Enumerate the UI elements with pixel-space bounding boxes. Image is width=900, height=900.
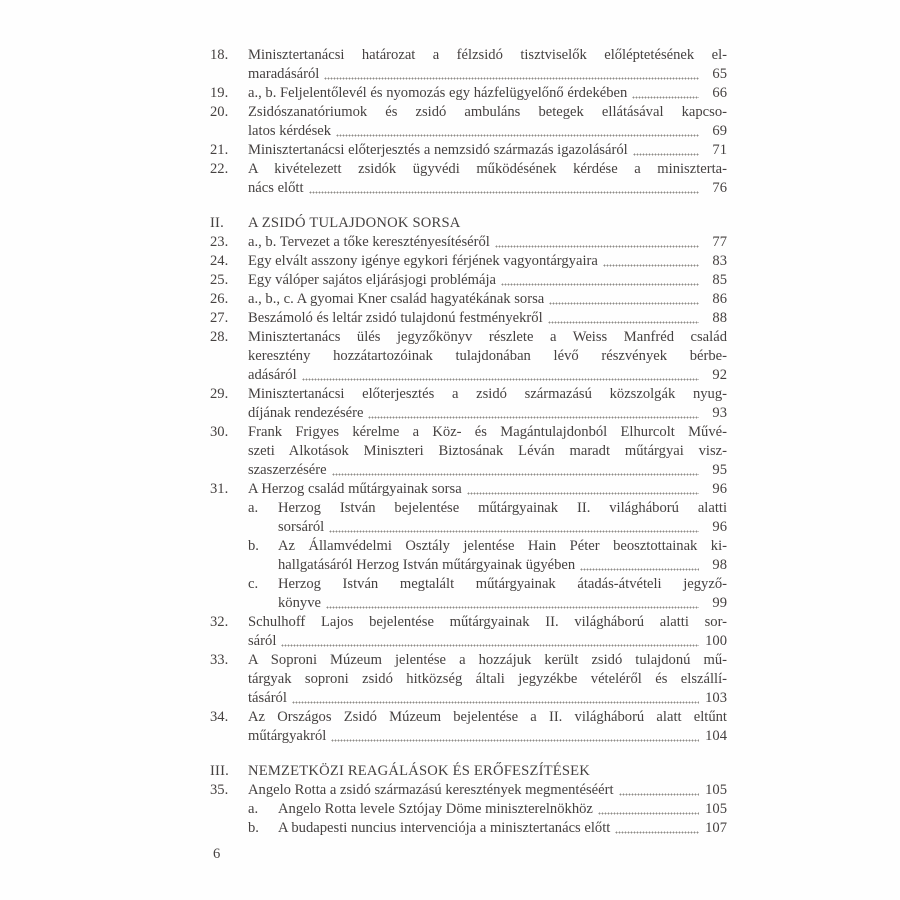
toc-entry-body — [248, 708, 727, 746]
toc-entry-body — [248, 385, 727, 423]
toc-entry — [210, 423, 727, 480]
toc-entry-lastline — [248, 271, 727, 290]
dot-leader — [309, 179, 699, 198]
toc-entry — [210, 480, 727, 499]
toc-entry-lastline — [248, 309, 727, 328]
dot-leader — [580, 556, 699, 575]
toc-entry-text: sorsáról — [278, 519, 325, 535]
toc-entry — [210, 651, 727, 708]
dot-leader — [336, 122, 699, 141]
toc-entry-text: könyve — [278, 595, 321, 611]
toc-entry-body — [278, 819, 727, 838]
toc-section-title: A ZSIDÓ TULAJDONOK SORSA — [248, 215, 461, 231]
toc-page-number: 93 — [712, 405, 727, 421]
toc-entry-body — [278, 800, 727, 819]
toc-entry — [210, 290, 727, 309]
toc-entry-body — [248, 84, 727, 103]
toc-entry-lastline — [248, 689, 727, 708]
toc-entry-text: nács előtt — [248, 180, 304, 196]
toc-entry — [210, 328, 727, 385]
toc-entry-body — [278, 499, 727, 537]
toc-entry-line: A Soproni Múzeum jelentése a hozzájuk került zsidó tulajdonú mű- — [248, 652, 727, 668]
toc-entry-body — [248, 46, 727, 84]
dot-leader — [302, 366, 699, 385]
toc-entry-text: szaszerzésére — [248, 462, 327, 478]
toc-entry-line: Schulhoff Lajos bejelentése műtárgyainak II. világháború alatti sor- — [248, 614, 727, 630]
toc-entry-lastline — [248, 366, 727, 385]
toc-entry-line: A kivételezett zsidók ügyvédi működésének kérdése a miniszterta- — [248, 161, 727, 177]
toc-section-numeral: III. — [210, 763, 230, 779]
toc-entry-body — [248, 781, 727, 800]
toc-entry-lastline — [248, 141, 727, 160]
toc-entry-body — [278, 537, 727, 575]
toc-entry-text: Egy válóper sajátos eljárásjogi problémája — [248, 272, 497, 288]
toc-entry — [210, 252, 727, 271]
toc-entry-body — [248, 613, 727, 651]
toc-entry-number: 27. — [210, 310, 229, 326]
toc-page-number: 66 — [712, 85, 727, 101]
toc-page-number: 69 — [712, 123, 727, 139]
toc-entry-body — [278, 575, 727, 613]
toc-entry-line: szeti Alkotások Miniszteri Biztosának Léván maradt műtárgyai visz- — [248, 443, 727, 459]
toc-entry-body — [248, 651, 727, 708]
table-of-contents — [210, 46, 727, 838]
toc-entry-lastline — [248, 404, 727, 423]
toc-page-number: 86 — [712, 291, 727, 307]
toc-entry — [210, 160, 727, 198]
toc-entry-lastline — [248, 252, 727, 271]
dot-leader — [467, 480, 699, 499]
toc-entry-text: Angelo Rotta levele Sztójay Döme miniszterelnökhöz — [278, 801, 593, 817]
toc-entry-text: Minisztertanácsi előterjesztés a nemzsidó származás igazolásáról — [248, 142, 628, 158]
toc-entry-body — [248, 252, 727, 271]
dot-leader — [603, 252, 699, 271]
toc-entry-lastline — [248, 233, 727, 252]
toc-entry-body — [248, 271, 727, 290]
toc-entry-body — [248, 233, 727, 252]
dot-leader — [292, 689, 699, 708]
dot-leader — [619, 781, 699, 800]
toc-entry-line: Az Államvédelmi Osztály jelentése Hain Péter beosztottainak ki- — [278, 538, 727, 554]
toc-entry-line: Zsidószanatóriumok és zsidó ambuláns betegek ellátásával kapcso- — [248, 104, 727, 120]
toc-entry-number: 28. — [210, 329, 229, 345]
toc-entry — [210, 84, 727, 103]
toc-entry-text: Beszámoló és leltár zsidó tulajdonú festményekről — [248, 310, 543, 326]
toc-entry-body — [248, 141, 727, 160]
toc-entry-line: Herzog István bejelentése műtárgyainak II. világháború alatti — [278, 500, 727, 516]
toc-entry-text: adásáról — [248, 367, 297, 383]
toc-page-number: 76 — [712, 180, 727, 196]
toc-entry-number: 18. — [210, 47, 229, 63]
toc-entry — [210, 708, 727, 746]
toc-entry-lastline — [278, 819, 727, 838]
toc-entry-body — [248, 328, 727, 385]
toc-entry-lastline — [248, 290, 727, 309]
toc-entry-line: Minisztertanácsi előterjesztés a zsidó származású közszolgák nyug- — [248, 386, 727, 402]
toc-entry-lastline — [248, 480, 727, 499]
toc-entry-number: 29. — [210, 386, 229, 402]
toc-entry — [210, 613, 727, 651]
toc-entry-number: 22. — [210, 161, 229, 177]
toc-page-number: 95 — [712, 462, 727, 478]
toc-entry-line: keresztény hozzátartozóinak tulajdonában lévő részvények bérbe- — [248, 348, 727, 364]
toc-page-number: 98 — [712, 557, 727, 573]
toc-entry-number: a. — [248, 500, 259, 516]
toc-entry-number: 35. — [210, 782, 229, 798]
toc-entry — [210, 309, 727, 328]
toc-page-number: 65 — [712, 66, 727, 82]
toc-page-number: 85 — [712, 272, 727, 288]
toc-entry-number: c. — [248, 576, 259, 592]
toc-entry-number: b. — [248, 820, 259, 836]
toc-entry-lastline — [248, 461, 727, 480]
dot-leader — [368, 404, 699, 423]
toc-entry-text: hallgatásáról Herzog István műtárgyainak ügyében — [278, 557, 576, 573]
toc-entry — [248, 819, 727, 838]
toc-entry-body — [248, 480, 727, 499]
toc-entry-text: a., b., c. A gyomai Kner család hagyatékának sorsa — [248, 291, 545, 307]
toc-entry-number: a. — [248, 801, 259, 817]
toc-entry — [210, 103, 727, 141]
toc-entry-body — [248, 309, 727, 328]
toc-entry-text: Angelo Rotta a zsidó származású keresztények megmentéséért — [248, 782, 614, 798]
dot-leader — [495, 233, 699, 252]
toc-entry — [248, 800, 727, 819]
toc-entry-number: 21. — [210, 142, 229, 158]
toc-entry-text: maradásáról — [248, 66, 320, 82]
toc-page-number: 107 — [705, 820, 727, 836]
toc-entry-lastline — [248, 179, 727, 198]
toc-entry — [210, 46, 727, 84]
dot-leader — [324, 65, 699, 84]
dot-leader — [281, 632, 699, 651]
toc-entry-number: 30. — [210, 424, 229, 440]
toc-entry-lastline — [248, 727, 727, 746]
dot-leader — [632, 84, 699, 103]
toc-page-number: 105 — [705, 782, 727, 798]
toc-entry-lastline — [248, 122, 727, 141]
toc-page-number: 99 — [712, 595, 727, 611]
toc-entry-text: műtárgyakról — [248, 728, 327, 744]
dot-leader — [598, 800, 699, 819]
toc-entry — [210, 233, 727, 252]
toc-entry-number: b. — [248, 538, 259, 554]
toc-entry-body — [248, 103, 727, 141]
toc-entry — [248, 499, 727, 537]
toc-entry-text: tásáról — [248, 690, 287, 706]
dot-leader — [548, 309, 699, 328]
toc-page-number: 92 — [712, 367, 727, 383]
toc-entry-lastline — [278, 556, 727, 575]
toc-entry-text: a., b. Feljelentőlevél és nyomozás egy házfelügyelőnő érdekében — [248, 85, 628, 101]
toc-page-number: 83 — [712, 253, 727, 269]
toc-page-number: 103 — [705, 690, 727, 706]
toc-entry — [210, 385, 727, 423]
toc-entry-lastline — [248, 84, 727, 103]
toc-entry-number: 24. — [210, 253, 229, 269]
toc-entry-text: A budapesti nuncius intervenciója a minisztertanács előtt — [278, 820, 611, 836]
toc-page-number: 71 — [712, 142, 727, 158]
toc-entry-lastline — [278, 518, 727, 537]
toc-page-number: 96 — [712, 519, 727, 535]
toc-entry-text: Egy elvált asszony igénye egykori férjének vagyontárgyaira — [248, 253, 598, 269]
toc-entry-text: díjának rendezésére — [248, 405, 364, 421]
toc-entry-number: 25. — [210, 272, 229, 288]
toc-entry-line: Minisztertanácsi határozat a félzsidó tisztviselők előléptetésének el- — [248, 47, 727, 63]
toc-entry-lastline — [278, 800, 727, 819]
toc-entry-number: 23. — [210, 234, 229, 250]
toc-entry-text: A Herzog család műtárgyainak sorsa — [248, 481, 462, 497]
toc-entry-text: latos kérdések — [248, 123, 332, 139]
toc-entry-text: sáról — [248, 633, 277, 649]
toc-page-number: 104 — [705, 728, 727, 744]
dot-leader — [326, 594, 699, 613]
toc-entry — [248, 575, 727, 613]
toc-entry-lastline — [248, 65, 727, 84]
toc-entry-lastline — [248, 781, 727, 800]
toc-page-number: 100 — [705, 633, 727, 649]
dot-leader — [501, 271, 699, 290]
toc-entry-number: 26. — [210, 291, 229, 307]
toc-page-number: 105 — [705, 801, 727, 817]
toc-entry — [210, 781, 727, 800]
toc-page-number: 77 — [712, 234, 727, 250]
toc-entry-body — [248, 160, 727, 198]
toc-entry-text: a., b. Tervezet a tőke keresztényesítéséről — [248, 234, 490, 250]
toc-entry-line: Frank Frigyes kérelme a Köz- és Magántulajdonból Elhurcolt Művé- — [248, 424, 727, 440]
dot-leader — [332, 461, 699, 480]
toc-section-header — [210, 762, 727, 781]
toc-entry-number: 20. — [210, 104, 229, 120]
dot-leader — [329, 518, 699, 537]
toc-entry-lastline — [278, 594, 727, 613]
toc-entry — [248, 537, 727, 575]
toc-entry-line: Az Országos Zsidó Múzeum bejelentése a II. világháború alatt eltűnt — [248, 709, 727, 725]
footer-page-number: 6 — [213, 846, 221, 862]
toc-entry-line: tárgyak soproni zsidó hitközség általi jegyzékbe vételéről és elszállí- — [248, 671, 727, 687]
dot-leader — [615, 819, 699, 838]
toc-entry-number: 33. — [210, 652, 229, 668]
toc-entry-number: 19. — [210, 85, 229, 101]
toc-entry-body — [248, 290, 727, 309]
toc-entry-body — [248, 423, 727, 480]
dot-leader — [331, 727, 699, 746]
toc-page-number: 96 — [712, 481, 727, 497]
toc-entry-number: 32. — [210, 614, 229, 630]
toc-section-title: NEMZETKÖZI REAGÁLÁSOK ÉS ERŐFESZÍTÉSEK — [248, 763, 591, 779]
toc-entry-line: Minisztertanács ülés jegyzőkönyv részlete a Weiss Manfréd család — [248, 329, 727, 345]
toc-entry-number: 31. — [210, 481, 229, 497]
toc-entry — [210, 271, 727, 290]
toc-section-numeral: II. — [210, 215, 224, 231]
toc-entry-lastline — [248, 632, 727, 651]
toc-entry-number: 34. — [210, 709, 229, 725]
toc-section-header — [210, 214, 727, 233]
toc-page-number: 88 — [712, 310, 727, 326]
dot-leader — [549, 290, 699, 309]
toc-entry — [210, 141, 727, 160]
dot-leader — [633, 141, 699, 160]
toc-entry-line: Herzog István megtalált műtárgyainak átadás-átvételi jegyző- — [278, 576, 727, 592]
